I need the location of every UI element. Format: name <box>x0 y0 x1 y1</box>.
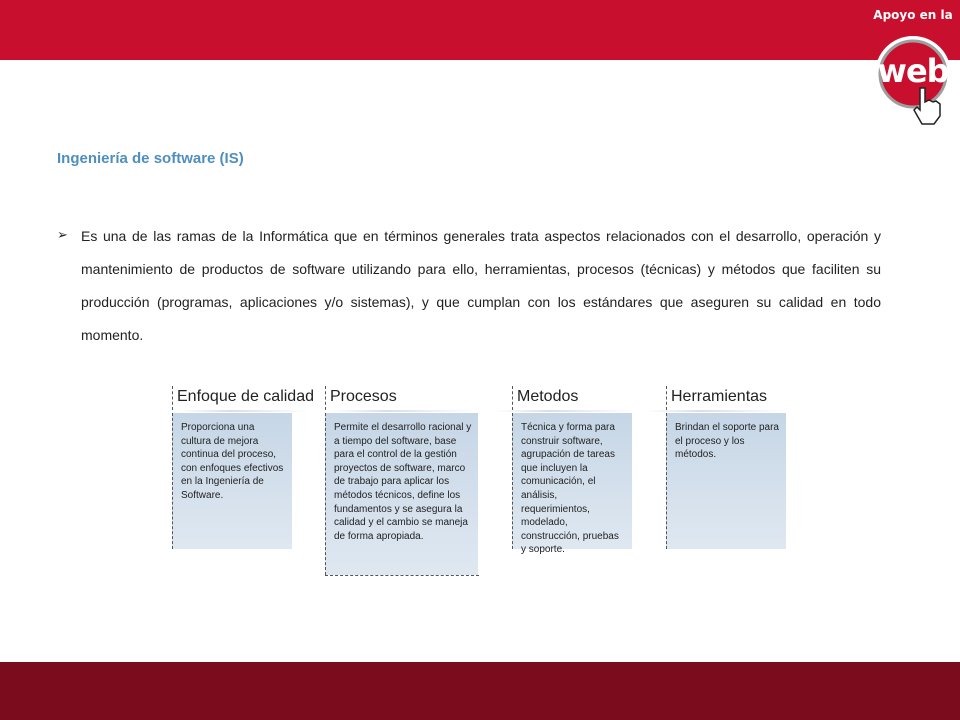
column-heading-procesos: Procesos <box>330 388 397 405</box>
column-heading-enfoque: Enfoque de calidad <box>177 388 314 405</box>
column-heading-herramientas: Herramientas <box>671 388 768 405</box>
bullet-paragraph: Es una de las ramas de la Informática que en términos generales trata aspectos relacionados con el desarrollo, operación y mantenimiento de productos de software utilizando para ello, herramientas, procesos (técnicas) y métodos que faciliten su producción (programas, aplicaciones y/o sistemas), y que cumplan con los estándares que aseguren su calidad en todo momento. <box>81 228 881 343</box>
column-box-metodos: Técnica y forma para construir software, agrupación de tareas que incluyen la comunicación, el análisis, requerimientos, modelado, construcción, pruebas y soporte. <box>512 413 632 549</box>
column-rule <box>178 410 310 412</box>
column-border <box>512 386 513 410</box>
column-border <box>325 386 326 410</box>
column-box-herramientas: Brindan el soporte para el proceso y los métodos. <box>666 413 786 549</box>
column-rule <box>645 410 785 412</box>
arrow-bullet-icon: ➢ <box>57 227 68 242</box>
column-border <box>666 386 667 410</box>
page-title: Ingeniería de software (IS) <box>57 150 244 167</box>
logo-caption: Apoyo en la <box>873 8 953 22</box>
column-rule <box>330 410 475 412</box>
column-border <box>172 386 173 410</box>
column-heading-metodos: Metodos <box>517 388 579 405</box>
column-box-procesos: Permite el desarrollo racional y a tiempo del software, base para el control de la gestión proyectos de software, marco de trabajo para aplicar los métodos técnicos, define los fundamentos y se asegura la calidad y el cambio se maneja de forma apropiada. <box>325 413 478 575</box>
column-bottom-border <box>325 575 479 576</box>
column-box-enfoque: Proporciona una cultura de mejora continua del proceso, con enfoques efectivos en la Ingeniería de Software. <box>172 413 292 549</box>
column-rule <box>495 410 633 412</box>
logo-word: web <box>877 52 949 90</box>
